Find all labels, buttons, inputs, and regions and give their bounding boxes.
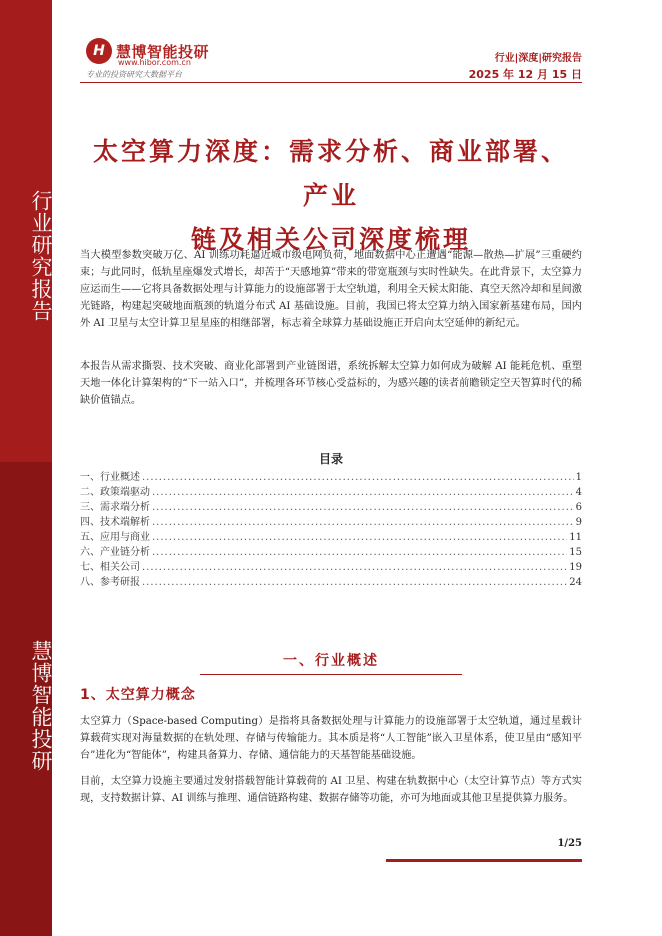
toc-item-label: 一、行业概述 (80, 472, 140, 483)
section-heading-text: 一、行业概述 (283, 653, 379, 669)
section-paragraph-1: 太空算力（Space-based Computing）是指将具备数据处理与计算能力的设施部署于太空轨道，通过星载计算载荷实现对海量数据的在轨处理、存储与传输能力。其本质是将“人工智能”嵌入卫星体系，使卫星由“感知平台”进化为“智能体”，构建具备算力、存储、通信能力的天基智能基础设施。 (80, 716, 582, 761)
report-title-line-2: 链及相关公司深度梳理 (190, 225, 471, 254)
toc-item[interactable] (80, 545, 582, 560)
header-divider (80, 82, 582, 83)
side-band-report-type: 行业研究报告 (29, 190, 53, 322)
toc-leader (152, 530, 567, 545)
brand-url[interactable]: www.hibor.com.cn (118, 58, 191, 67)
toc-leader (152, 485, 574, 500)
toc-item-label: 二、政策端驱动 (80, 487, 150, 498)
toc-item-page: 24 (569, 577, 582, 588)
report-category: 行业|深度|研究报告 (494, 53, 582, 64)
section-heading (80, 650, 582, 670)
toc-leader (152, 515, 574, 530)
toc-item-page: 9 (575, 517, 582, 528)
report-title-line-1: 太空算力深度：需求分析、商业部署、产业 (92, 137, 569, 210)
side-band-brand: 慧博智能投研 (29, 640, 53, 772)
toc-item-page: 11 (569, 532, 582, 543)
toc-item-page: 15 (569, 547, 582, 558)
toc-leader (142, 560, 567, 575)
toc-item-label: 七、相关公司 (80, 562, 140, 573)
table-of-contents (80, 470, 582, 590)
intro-paragraph-1: 当大模型参数突破万亿、AI 训练功耗逼近城市级电网负荷，地面数据中心正遭遇“能源—散热—扩展”三重硬约束；与此同时，低轨星座爆发式增长，却苦于“天感地算”带来的带宽瓶颈与实时性缺失。在此背景下，太空算力应运而生——它将具备数据处理与计算能力的设施部署于太空轨道，利用全天候太阳能、真空天然冷却和星间激光链路，构建起突破地面瓶颈的轨道分布式 AI 基础设施。目前，我国已将太空算力纳入国家新基建布局，国内外 AI 卫星与太空计算卫星星座的相继部署，标志着全球算力基础设施正开启向太空延伸的新纪元。 (80, 250, 582, 329)
toc-item-page: 1 (575, 472, 582, 483)
page-number: 1/25 (557, 838, 582, 849)
toc-leader (142, 575, 567, 590)
report-meta (469, 49, 582, 82)
toc-item-label: 八、参考研报 (80, 577, 140, 588)
report-date: 2025 年 12 月 15 日 (468, 68, 582, 81)
toc-item-label: 三、需求端分析 (80, 502, 150, 513)
toc-item[interactable] (80, 530, 582, 545)
toc-item-page: 6 (575, 502, 582, 513)
toc-item[interactable] (80, 560, 582, 575)
toc-item[interactable] (80, 515, 582, 530)
toc-item[interactable] (80, 500, 582, 515)
brand-logo-icon: H (86, 38, 112, 64)
side-band (0, 0, 52, 936)
section-paragraph-2: 目前，太空算力设施主要通过发射搭载智能计算载荷的 AI 卫星、构建在轨数据中心（太空计算节点）等方式实现，支持数据计算、AI 训练与推理、通信链路构建、数据存储等功能，亦可为地面或其他卫星提供算力服务。 (80, 776, 582, 804)
intro-paragraph-2: 本报告从需求撕裂、技术突破、商业化部署到产业链图谱，系统拆解太空算力如何成为破解 AI 能耗危机、重塑天地一体化计算架构的“下一站入口”，并梳理各环节核心受益标的，为感兴趣的读者前瞻锁定空天智算时代的稀缺价值锚点。 (80, 361, 582, 406)
footer-divider (386, 859, 582, 862)
report-title (80, 130, 582, 262)
toc-leader (152, 545, 567, 560)
toc-leader (142, 470, 574, 485)
toc-item-page: 4 (575, 487, 582, 498)
toc-leader (152, 500, 574, 515)
subsection-heading: 1、太空算力概念 (80, 687, 196, 703)
section-heading-underline (200, 674, 462, 675)
toc-item[interactable] (80, 575, 582, 590)
brand-name: 慧博智能投研 (116, 42, 210, 61)
toc-title: 目录 (318, 452, 343, 466)
toc-item-label: 四、技术端解析 (80, 517, 150, 528)
brand-slogan: 专业的投资研究大数据平台 (86, 70, 182, 79)
toc-item-page: 19 (569, 562, 582, 573)
toc-item-label: 六、产业链分析 (80, 547, 150, 558)
toc-item-label: 五、应用与商业 (80, 532, 150, 543)
toc-item[interactable] (80, 485, 582, 500)
toc-item[interactable] (80, 470, 582, 485)
